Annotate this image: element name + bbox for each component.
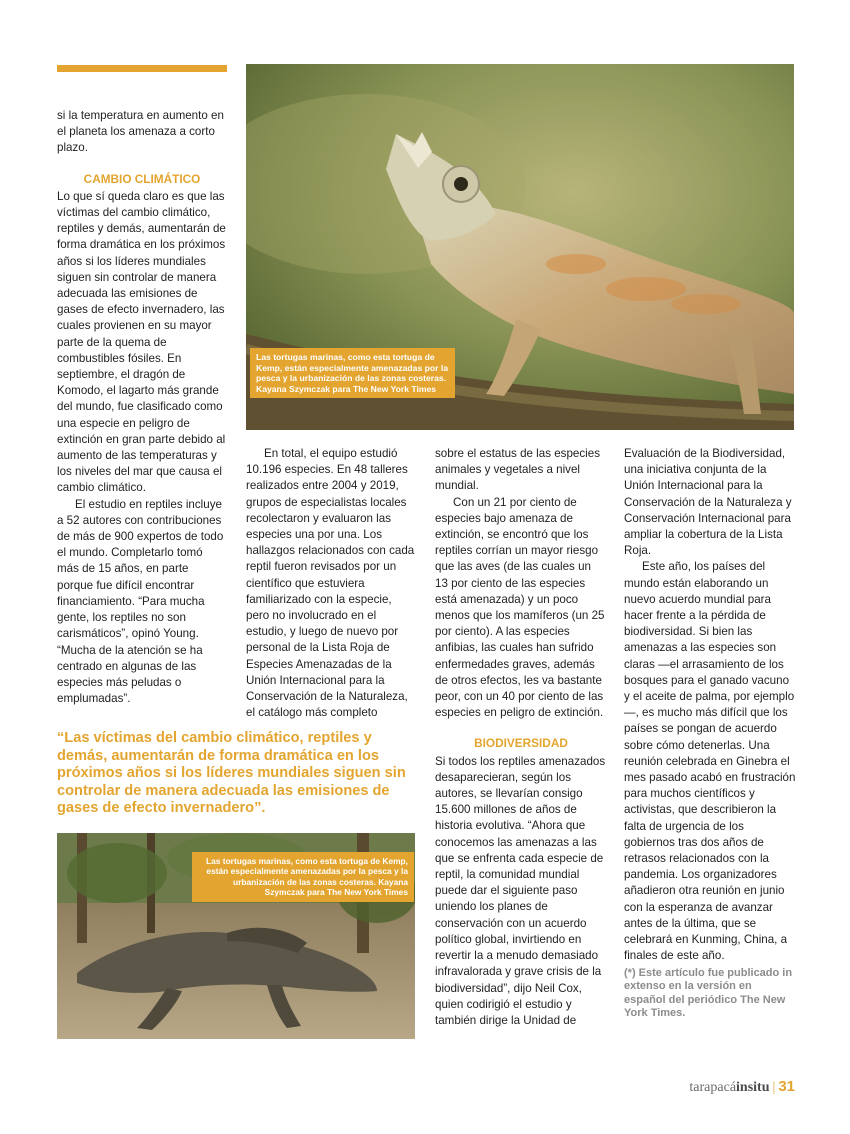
- brand-name-bold: insitu: [736, 1080, 770, 1095]
- folio-separator: |: [772, 1080, 776, 1095]
- paragraph: En total, el equipo estudió 10.196 especies. En 48 talleres realizados entre 2004 y 2019, grupos de especialistas locales recolectaron y evaluaron las especies una por una. Los hallazgos relacionados con cada reptil fueron revisados por un científico que estuviera familiarizado con la especie, pero no involucrado en el estudio, y luego de nuevo por personal de la Lista Roja de Especies Amenazadas de la Unión Internacional para la Conservación de la Naturaleza, el catálogo más completo: [246, 447, 415, 720]
- column-3: [435, 446, 607, 1029]
- column-1: [57, 108, 227, 707]
- section-heading-climate: CAMBIO CLIMÁTICO: [83, 171, 201, 186]
- paragraph: Con un 21 por ciento de especies bajo amenaza de extinción, se encontró que los reptiles corrían un mayor riesgo que las aves (de las cuales un 13 por ciento de las especies está amenazada) y un poco menos que los mamíferos (un 25 por ciento). A las especies anfibias, las cuales han sufrido enfermedades graves, además de otros efectos, les va bastante peor, con un 40 por ciento de las especies en peligro de extinción.: [435, 495, 605, 720]
- photo-caption-top: Las tortugas marinas, como esta tortuga de Kemp, están especialmente amenazadas por la pesca y la urbanización de las zonas costeras. Kayana Szymczak para The New York Times: [250, 348, 455, 398]
- photo-caption-bottom: Las tortugas marinas, como esta tortuga de Kemp, están especialmente amenazadas por la pesca y la urbanización de las zonas costeras. Kayana Szymczak para The New York Times: [192, 852, 414, 902]
- paragraph: Lo que sí queda claro es que las víctimas del cambio climático, reptiles y demás, aumentarán de forma dramática en los próximos años si los líderes mundiales siguen sin controlar de manera adecuada las emisiones de gases de efecto invernadero, las cuales provienen en su mayor parte de la quema de combustibles fósiles. En septiembre, el dragón de Komodo, el lagarto más grande del mundo, fue clasificado como una especie en peligro de extinción en gran parte debido al aumento de las temperaturas y los niveles del mar que causa el cambio climático.: [57, 189, 226, 495]
- page-folio: [689, 1078, 795, 1096]
- column-4: [624, 446, 796, 1021]
- page-number: 31: [778, 1078, 795, 1095]
- footnote: (*) Este artículo fue publicado in extenso en la versión en español del periódico The New York Times.: [624, 966, 793, 1020]
- paragraph: sobre el estatus de las especies animales y vegetales a nivel mundial.: [435, 447, 600, 493]
- paragraph: Este año, los países del mundo están elaborando un nuevo acuerdo mundial para hacer frente a la pérdida de biodiversidad. Si bien las amenazas a las especies son claras —el arrasamiento de los bosques para el ganado vacuno y el aceite de palma, por ejemplo—, es mucho más difícil que los países se pongan de acuerdo sobre cómo detenerlas. Una reunión celebrada en Ginebra el mes pasado acabó en frustración para muchos científicos y activistas, que describieron la falta de urgencia de los gobiernos tras dos años de retrasos relacionados con la pandemia. Los organizadores añadieron otra reunión en junio con la esperanza de avanzar antes de la última, que se celebrará en Kunming, China, a finales de este año.: [624, 560, 796, 963]
- column-2: [246, 446, 418, 721]
- paragraph: El estudio en reptiles incluye a 52 autores con contribuciones de más de 900 expertos de todo el mundo. Completarlo tomó más de 15 años, en parte porque fue difícil encontrar financiamiento. “Para mucha gente, los reptiles no son carismáticos”, opinó Young. “Mucha de la atención se ha centrado en algunas de las especies más peludas o emplumadas”.: [57, 497, 224, 706]
- paragraph: Si todos los reptiles amenazados desaparecieran, según los autores, se llevarían consigo 15.600 millones de años de historia evolutiva. “Ahora que conocemos las amenazas a las que se enfrenta cada especie de reptil, la comunidad mundial puede dar el siguiente paso uniendo los planes de conservación con un acuerdo político global, invirtiendo en revertir la a menudo demasiado infravalorada y grave crisis de la biodiversidad”, dijo Neil Cox, quien codirigió el estudio y también dirige la Unidad de: [435, 754, 606, 1027]
- paragraph: si la temperatura en aumento en el planeta los amenaza a corto plazo.: [57, 109, 224, 155]
- pull-quote: “Las víctimas del cambio climático, reptiles y demás, aumentarán de forma dramática en los próximos años si los líderes mundiales siguen sin controlar de manera adecuada las emisiones de gases de efecto invernadero”.: [57, 730, 406, 817]
- paragraph: Evaluación de la Biodiversidad, una iniciativa conjunta de la Unión Internacional para la Conservación de la Naturaleza y Conservación Internacional para ampliar la cobertura de la Lista Roja.: [624, 447, 792, 558]
- accent-bar: [57, 65, 227, 72]
- section-heading-biodiversity: BIODIVERSIDAD: [474, 736, 568, 751]
- brand-name: tarapacá: [689, 1080, 737, 1095]
